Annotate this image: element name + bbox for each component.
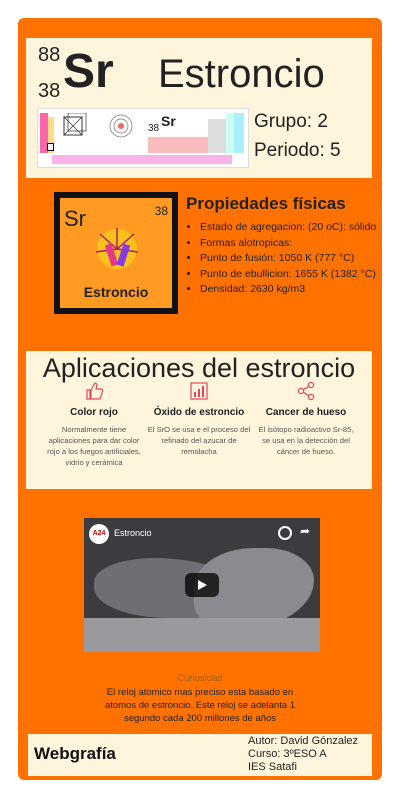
element-name: Estroncio [158, 52, 325, 96]
share-icon [296, 381, 316, 401]
infographic-poster [18, 18, 382, 780]
curiosity-label: Curiosidad [177, 673, 223, 684]
property-item: • Formas alotropicas: [200, 236, 376, 252]
play-button[interactable] [185, 573, 219, 597]
footer-section [28, 734, 372, 776]
atomic-number: 38 [38, 80, 61, 102]
application-text: El isótopo radioactivo Sr-85, se usa en la detección del cáncer de hueso. [258, 425, 354, 456]
property-item: • Punto de fusión: 1050 K (777 °C) [200, 251, 376, 267]
application-title: Cancer de hueso [265, 407, 347, 418]
application-oxido [147, 381, 251, 457]
application-text: El SrO se usa e el proceso del refinado del azucar de remolacha [147, 425, 251, 456]
author-line: Autor: David Gónzalez [248, 735, 359, 747]
illustration-panel [60, 198, 172, 308]
applications-section [26, 351, 372, 489]
application-color-rojo [42, 381, 146, 468]
illustration-number: 38 [154, 204, 168, 218]
fireworks-icon [90, 224, 144, 274]
element-symbol: Sr [63, 45, 114, 98]
element-header [26, 38, 372, 178]
watch-later-icon[interactable] [278, 526, 292, 540]
crystal-structure-icon [60, 113, 90, 139]
property-item: • Estado de agregacion: (20 oC): sólido [200, 220, 376, 236]
thumbs-up-icon [84, 381, 104, 401]
applications-title: Aplicaciones del estroncio [42, 353, 356, 383]
periodic-table-image [37, 108, 249, 168]
bar-chart-icon [189, 381, 209, 401]
application-title: Color rojo [70, 407, 118, 418]
property-item: • Densidad: 2630 kg/m3 [200, 282, 376, 298]
table-highlight-sr [47, 143, 54, 151]
table-block-d [148, 137, 208, 153]
table-block-f [52, 155, 232, 164]
properties-list [187, 220, 376, 298]
author-line: Curso: 3ºESO A [248, 748, 327, 760]
illustration-name: Estroncio [83, 284, 149, 300]
atom-shell-icon [108, 113, 134, 139]
period-label: Periodo: 5 [254, 140, 341, 161]
author-info [248, 735, 358, 774]
application-text: Normalmente tiene aplicaciones para dar color rojo a los fuegos artificiales, vidrio y cerámica [47, 425, 141, 467]
illustration-symbol: Sr [64, 206, 86, 231]
table-block-p-green [226, 113, 234, 153]
mass-number: 88 [38, 44, 61, 66]
video-title[interactable]: Estroncio [114, 528, 152, 538]
application-title: Óxido de estroncio [153, 407, 245, 418]
element-illustration [54, 192, 178, 314]
property-item: • Punto de ebullicion: 1655 K (1382 °C) [200, 267, 376, 283]
application-cancer [254, 381, 358, 457]
table-block-noble [234, 113, 244, 153]
video-thumbnail-shape [84, 618, 320, 652]
share-arrow-icon[interactable]: ➦ [299, 524, 310, 538]
video-player[interactable] [84, 518, 320, 652]
curiosity-text: El reloj atomico mas preciso esta basado en atomos de estroncio. Este reloj se adelanta 1 segundo cada 200 millones de años [104, 687, 296, 724]
table-element-number: 38 [148, 123, 160, 134]
properties-title: Propiedades físicas [186, 194, 346, 213]
table-element-symbol: Sr [161, 113, 176, 129]
channel-logo[interactable]: A24 [89, 524, 109, 544]
group-label: Grupo: 2 [254, 111, 328, 132]
author-line: IES Satafi [248, 761, 297, 773]
webgrafia-heading: Webgrafía [34, 744, 116, 763]
